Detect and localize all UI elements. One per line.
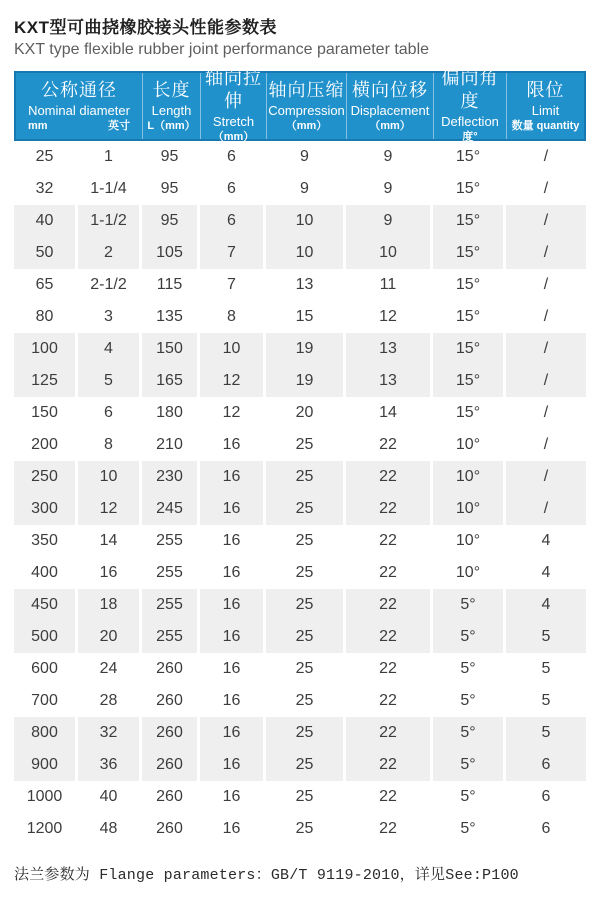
header-units bbox=[16, 119, 142, 134]
table-cell: 16 bbox=[200, 749, 266, 781]
table-row bbox=[14, 493, 586, 525]
table-row bbox=[14, 653, 586, 685]
table-cell: 16 bbox=[200, 525, 266, 557]
table-row bbox=[14, 269, 586, 301]
table-cell: 5 bbox=[506, 621, 586, 653]
table-cell: 14 bbox=[346, 397, 433, 429]
table-cell: 10 bbox=[346, 237, 433, 269]
table-header bbox=[14, 68, 586, 143]
table-cell: 25 bbox=[266, 685, 346, 717]
table-cell: 16 bbox=[200, 813, 266, 845]
table-cell: 115 bbox=[142, 269, 200, 301]
table-cell: 22 bbox=[346, 461, 433, 493]
table-cell: 5° bbox=[433, 685, 506, 717]
table-cell: 25 bbox=[266, 781, 346, 813]
table-cell: 5° bbox=[433, 717, 506, 749]
table-cell: 200 bbox=[14, 429, 78, 461]
table-cell: 5° bbox=[433, 781, 506, 813]
header-unit: 数量 quantity bbox=[511, 119, 580, 132]
header-label-zh: 横向位移 bbox=[352, 79, 428, 100]
header-label-zh: 轴向压缩 bbox=[268, 79, 345, 100]
table-cell: 22 bbox=[346, 749, 433, 781]
table-cell: 25 bbox=[266, 813, 346, 845]
table-cell: / bbox=[543, 148, 549, 165]
table-cell: 10° bbox=[433, 461, 506, 493]
table-cell: 22 bbox=[346, 685, 433, 717]
table-cell: 4 bbox=[78, 333, 142, 365]
table-cell: 22 bbox=[346, 557, 433, 589]
table-cell: 32 bbox=[14, 173, 78, 205]
table-cell: 12 bbox=[200, 365, 266, 397]
table-cell: 25 bbox=[266, 621, 346, 653]
table-row bbox=[14, 429, 586, 461]
table-cell: 5 bbox=[506, 717, 586, 749]
table-cell: 18 bbox=[78, 589, 142, 621]
table-cell: 9 bbox=[266, 141, 346, 173]
table-cell: 12 bbox=[346, 301, 433, 333]
table-cell: / bbox=[543, 308, 549, 325]
table-cell: 22 bbox=[346, 781, 433, 813]
header-col-length bbox=[142, 73, 200, 139]
table-row bbox=[14, 557, 586, 589]
table-cell: 11 bbox=[346, 269, 433, 301]
table-cell: 25 bbox=[266, 557, 346, 589]
table-cell: 5 bbox=[78, 365, 142, 397]
table-cell: 1-1/2 bbox=[78, 205, 142, 237]
table-cell: 255 bbox=[142, 589, 200, 621]
table-cell: 600 bbox=[14, 653, 78, 685]
table-cell: 10° bbox=[433, 493, 506, 525]
table-cell: 15° bbox=[433, 205, 506, 237]
header-label-en: Stretch bbox=[212, 114, 255, 129]
table-cell: 20 bbox=[78, 621, 142, 653]
header-label-en: Deflection bbox=[441, 114, 499, 129]
table-cell: 16 bbox=[200, 621, 266, 653]
table-cell: 230 bbox=[142, 461, 200, 493]
header-col-deflection bbox=[433, 68, 506, 143]
table-cell: / bbox=[506, 493, 586, 525]
table-cell: 22 bbox=[346, 525, 433, 557]
table-row bbox=[14, 333, 586, 365]
table-cell: 2-1/2 bbox=[78, 269, 142, 301]
table-cell: 500 bbox=[14, 621, 78, 653]
table-cell: 36 bbox=[78, 749, 142, 781]
table-cell: 9 bbox=[266, 173, 346, 205]
table-cell: 5° bbox=[433, 653, 506, 685]
table-cell: 22 bbox=[346, 621, 433, 653]
header-unit: L（mm） bbox=[147, 119, 196, 132]
header-unit: （mm） bbox=[212, 131, 255, 143]
header-unit: （mm） bbox=[285, 119, 328, 132]
table-cell: 15° bbox=[433, 237, 506, 269]
table-row bbox=[14, 173, 586, 205]
table-row bbox=[14, 813, 586, 845]
table-cell: 28 bbox=[78, 685, 142, 717]
table-cell: 95 bbox=[142, 141, 200, 173]
table-cell: / bbox=[543, 180, 549, 197]
table-cell: 15° bbox=[433, 301, 506, 333]
table-row bbox=[14, 621, 586, 653]
table-cell: 6 bbox=[200, 173, 266, 205]
table-cell: 255 bbox=[142, 525, 200, 557]
table-cell: 22 bbox=[346, 589, 433, 621]
table-cell: 5 bbox=[541, 660, 551, 677]
table-cell: 65 bbox=[14, 269, 78, 301]
table-cell: 800 bbox=[14, 717, 78, 749]
table-cell: 25 bbox=[14, 141, 78, 173]
table-cell: 25 bbox=[266, 653, 346, 685]
table-cell: 16 bbox=[200, 429, 266, 461]
table-cell: 1-1/4 bbox=[78, 173, 142, 205]
table-cell: 350 bbox=[14, 525, 78, 557]
table-cell: 16 bbox=[200, 717, 266, 749]
table-cell: 260 bbox=[142, 749, 200, 781]
table-cell: / bbox=[543, 404, 549, 421]
table-cell: 24 bbox=[78, 653, 142, 685]
table-cell: 95 bbox=[142, 205, 200, 237]
table-cell: 40 bbox=[14, 205, 78, 237]
table-body bbox=[14, 141, 586, 845]
header-col-stretch bbox=[200, 68, 266, 143]
table-cell: 19 bbox=[266, 333, 346, 365]
header-label-en: Compression bbox=[268, 102, 345, 118]
header-unit-inch: 英寸 bbox=[108, 119, 130, 132]
table-cell: 10 bbox=[78, 461, 142, 493]
table-cell: 900 bbox=[14, 749, 78, 781]
page-title: KXT型可曲挠橡胶接头性能参数表 bbox=[14, 18, 277, 37]
table-cell: 100 bbox=[14, 333, 78, 365]
table-cell: 15° bbox=[433, 333, 506, 365]
table-row bbox=[14, 237, 586, 269]
table-cell: 6 bbox=[541, 788, 551, 805]
table-row bbox=[14, 397, 586, 429]
table-cell: / bbox=[543, 276, 549, 293]
table-cell: 80 bbox=[14, 301, 78, 333]
header-label-en: Displacement bbox=[350, 102, 430, 118]
table-cell: 50 bbox=[14, 237, 78, 269]
table-row bbox=[14, 749, 586, 781]
header-unit: （mm） bbox=[369, 119, 411, 132]
table-cell: 48 bbox=[78, 813, 142, 845]
header-label-en: Limit bbox=[531, 102, 560, 118]
table-cell: 16 bbox=[200, 589, 266, 621]
header-label-zh: 偏向角度 bbox=[441, 68, 499, 111]
table-cell: 4 bbox=[541, 564, 551, 581]
footer-note: 法兰参数为 Flange parameters：GB/T 9119-2010，详见See:P100 bbox=[14, 867, 519, 884]
table-cell: 150 bbox=[14, 397, 78, 429]
table-cell: 15° bbox=[433, 365, 506, 397]
table-cell: 245 bbox=[142, 493, 200, 525]
table-cell: 16 bbox=[200, 653, 266, 685]
table-cell: 12 bbox=[78, 493, 142, 525]
header-label-zh: 轴向拉伸 bbox=[205, 68, 262, 111]
table-row bbox=[14, 141, 586, 173]
table-cell: 13 bbox=[346, 333, 433, 365]
table-cell: 5° bbox=[433, 589, 506, 621]
header-unit-mm: mm bbox=[28, 119, 48, 132]
table-cell: 125 bbox=[14, 365, 78, 397]
table-cell: 5° bbox=[433, 621, 506, 653]
table-cell: 15 bbox=[266, 301, 346, 333]
table-cell: 20 bbox=[266, 397, 346, 429]
header-unit: 度° bbox=[462, 131, 478, 143]
table-cell: 25 bbox=[266, 493, 346, 525]
table-cell: 6 bbox=[506, 749, 586, 781]
table-cell: 2 bbox=[78, 237, 142, 269]
table-cell: 165 bbox=[142, 365, 200, 397]
table-cell: 16 bbox=[200, 781, 266, 813]
header-label-zh: 限位 bbox=[526, 79, 565, 100]
table-cell: 250 bbox=[14, 461, 78, 493]
table-cell: 9 bbox=[346, 173, 433, 205]
table-cell: 450 bbox=[14, 589, 78, 621]
table-cell: 16 bbox=[200, 493, 266, 525]
table-cell: 5° bbox=[433, 749, 506, 781]
table-cell: 22 bbox=[346, 717, 433, 749]
table-cell: 1 bbox=[78, 141, 142, 173]
table-cell: 9 bbox=[346, 141, 433, 173]
table-cell: 260 bbox=[142, 685, 200, 717]
table-cell: 1000 bbox=[14, 781, 78, 813]
table-cell: 1200 bbox=[14, 813, 78, 845]
table-cell: 16 bbox=[200, 557, 266, 589]
table-cell: 7 bbox=[200, 237, 266, 269]
table-cell: 10° bbox=[433, 525, 506, 557]
table-cell: 4 bbox=[506, 589, 586, 621]
table-cell: 15° bbox=[433, 397, 506, 429]
header-col-nominal-diameter bbox=[16, 73, 142, 139]
table-cell: 15° bbox=[433, 141, 506, 173]
table-cell: 255 bbox=[142, 557, 200, 589]
page-subtitle: KXT type flexible rubber joint performance parameter table bbox=[14, 41, 430, 58]
table-cell: 8 bbox=[78, 429, 142, 461]
table-cell: 8 bbox=[200, 301, 266, 333]
table-cell: / bbox=[506, 365, 586, 397]
table-cell: 10 bbox=[200, 333, 266, 365]
table-row bbox=[14, 301, 586, 333]
table-cell: 10 bbox=[266, 237, 346, 269]
table-cell: 22 bbox=[346, 813, 433, 845]
table-cell: / bbox=[506, 205, 586, 237]
table-cell: 6 bbox=[541, 820, 551, 837]
table-cell: 40 bbox=[78, 781, 142, 813]
table-cell: 16 bbox=[78, 557, 142, 589]
table-cell: 9 bbox=[346, 205, 433, 237]
table-cell: 14 bbox=[78, 525, 142, 557]
table-cell: 400 bbox=[14, 557, 78, 589]
table-cell: 260 bbox=[142, 781, 200, 813]
table-cell: 260 bbox=[142, 653, 200, 685]
table-cell: / bbox=[543, 436, 549, 453]
table-cell: 13 bbox=[266, 269, 346, 301]
table-row bbox=[14, 525, 586, 557]
table-cell: 22 bbox=[346, 429, 433, 461]
table-cell: 5 bbox=[541, 692, 551, 709]
table-cell: 210 bbox=[142, 429, 200, 461]
table-cell: 10 bbox=[266, 205, 346, 237]
header-col-limit bbox=[506, 73, 584, 139]
table-cell: 6 bbox=[78, 397, 142, 429]
table-cell: 16 bbox=[200, 461, 266, 493]
table-cell: 25 bbox=[266, 461, 346, 493]
table-row bbox=[14, 461, 586, 493]
table-cell: 700 bbox=[14, 685, 78, 717]
table-cell: 16 bbox=[200, 685, 266, 717]
table-cell: 25 bbox=[266, 429, 346, 461]
header-label-en: Length bbox=[151, 102, 192, 118]
table-cell: / bbox=[506, 333, 586, 365]
table-cell: 105 bbox=[142, 237, 200, 269]
table-cell: 22 bbox=[346, 653, 433, 685]
table-cell: 7 bbox=[200, 269, 266, 301]
table-cell: 32 bbox=[78, 717, 142, 749]
table-cell: 19 bbox=[266, 365, 346, 397]
table-cell: 260 bbox=[142, 813, 200, 845]
table-row bbox=[14, 205, 586, 237]
table-cell: / bbox=[506, 461, 586, 493]
table-cell: 5° bbox=[433, 813, 506, 845]
table-cell: 25 bbox=[266, 749, 346, 781]
header-label-zh: 公称通径 bbox=[41, 79, 117, 100]
table-cell: / bbox=[506, 237, 586, 269]
table-cell: 3 bbox=[78, 301, 142, 333]
header-col-displacement bbox=[346, 73, 433, 139]
header-label-zh: 长度 bbox=[152, 79, 191, 100]
header-label-en: Nominal diameter bbox=[28, 102, 130, 118]
table-row bbox=[14, 685, 586, 717]
table-cell: 15° bbox=[433, 173, 506, 205]
table-cell: 13 bbox=[346, 365, 433, 397]
table-cell: 300 bbox=[14, 493, 78, 525]
table-cell: 12 bbox=[200, 397, 266, 429]
table-cell: 10° bbox=[433, 557, 506, 589]
table-cell: 25 bbox=[266, 525, 346, 557]
table-row bbox=[14, 717, 586, 749]
table-cell: 95 bbox=[142, 173, 200, 205]
table-row bbox=[14, 781, 586, 813]
table-row bbox=[14, 589, 586, 621]
header-col-compression bbox=[266, 73, 346, 139]
table-cell: 4 bbox=[541, 532, 551, 549]
table-row bbox=[14, 365, 586, 397]
table-cell: 10° bbox=[433, 429, 506, 461]
table-cell: 22 bbox=[346, 493, 433, 525]
table-cell: 150 bbox=[142, 333, 200, 365]
table-cell: 6 bbox=[200, 205, 266, 237]
parameter-table bbox=[14, 68, 586, 845]
table-cell: 180 bbox=[142, 397, 200, 429]
table-cell: 25 bbox=[266, 717, 346, 749]
table-cell: 25 bbox=[266, 589, 346, 621]
table-cell: 15° bbox=[433, 269, 506, 301]
table-cell: 135 bbox=[142, 301, 200, 333]
table-cell: 260 bbox=[142, 717, 200, 749]
table-cell: 6 bbox=[200, 141, 266, 173]
table-cell: 255 bbox=[142, 621, 200, 653]
